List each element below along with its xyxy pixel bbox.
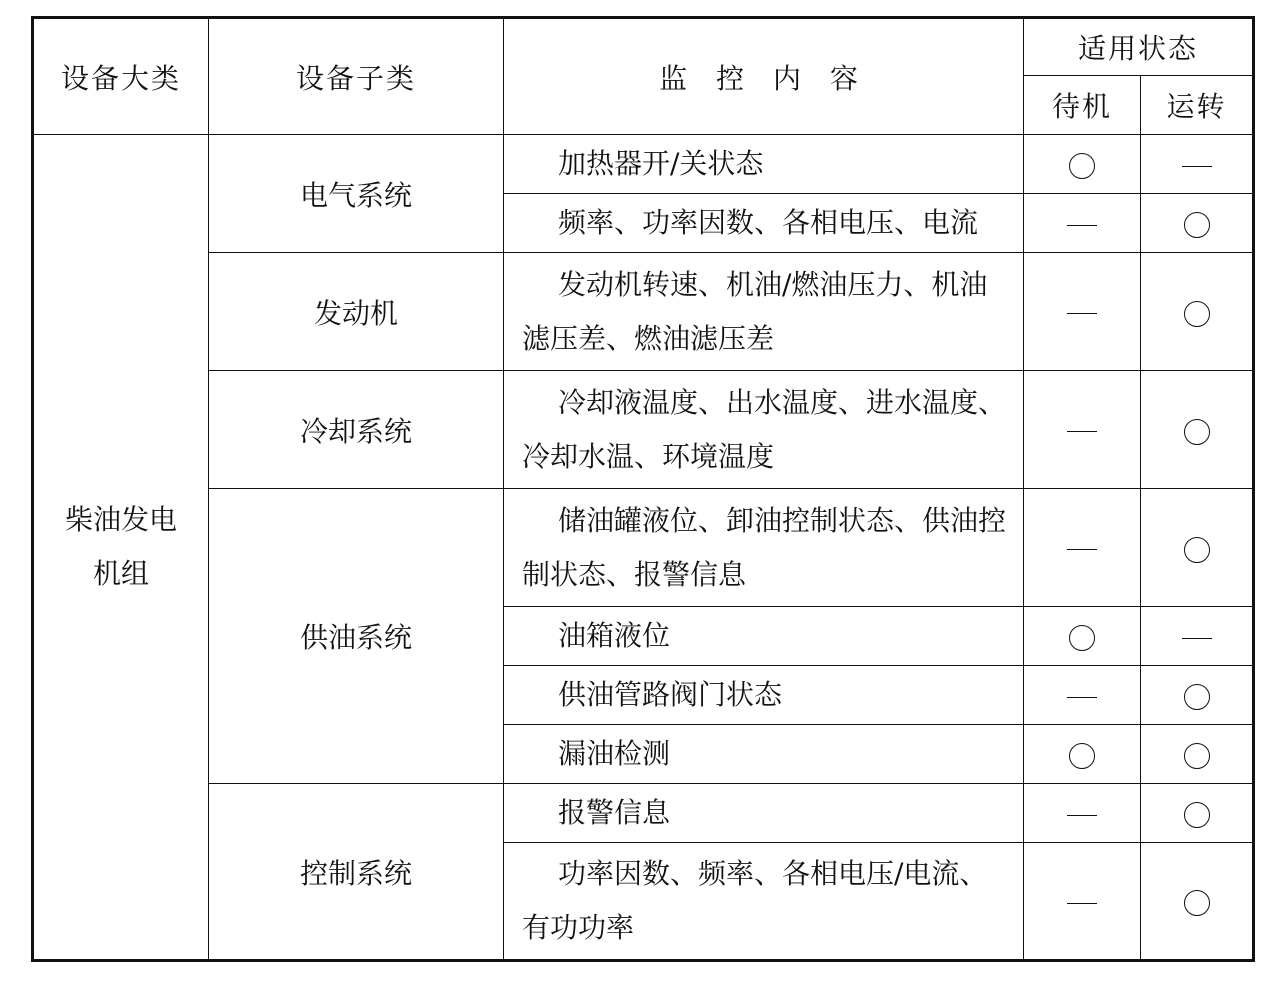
group-control: 控制系统: [209, 784, 504, 961]
standby-cell: [1024, 135, 1141, 194]
standby-cell: [1024, 666, 1141, 725]
content-text: 功率因数、频率、各相电压/电流、有功功率: [522, 857, 988, 944]
standby-cell: [1024, 194, 1141, 253]
dash-mark-icon: [1182, 638, 1212, 639]
category-cell: [33, 135, 209, 961]
running-cell: [1141, 194, 1254, 253]
dash-mark-icon: [1067, 431, 1097, 432]
content-cell: [504, 135, 1024, 194]
content-text: 储油罐液位、卸油控制状态、供油控制状态、报警信息: [522, 503, 1007, 591]
header-category: 设备大类: [33, 18, 209, 135]
group-fuel-supply: 供油系统: [209, 489, 504, 784]
circle-mark-icon: [1184, 301, 1210, 327]
running-cell: [1141, 784, 1254, 843]
header-running: 运转: [1141, 76, 1254, 135]
running-cell: [1141, 725, 1254, 784]
running-cell: [1141, 253, 1254, 371]
content-text: 报警信息: [558, 796, 671, 829]
category-line1: 柴油发电: [64, 503, 177, 536]
circle-mark-icon: [1069, 625, 1095, 651]
content-cell: [504, 725, 1024, 784]
dash-mark-icon: [1067, 697, 1097, 698]
content-cell: [504, 253, 1024, 371]
header-status: 适用状态: [1024, 18, 1254, 76]
content-cell: [504, 371, 1024, 489]
content-cell: [504, 784, 1024, 843]
content-text: 供油管路阀门状态: [558, 678, 783, 711]
standby-cell: [1024, 784, 1141, 843]
category-line2: 机组: [92, 557, 149, 590]
circle-mark-icon: [1069, 153, 1095, 179]
content-text: 加热器开/关状态: [558, 147, 764, 180]
dash-mark-icon: [1067, 225, 1097, 226]
monitoring-table: [31, 16, 1255, 962]
circle-mark-icon: [1184, 890, 1210, 916]
dash-mark-icon: [1067, 549, 1097, 550]
content-text: 油箱液位: [558, 619, 671, 652]
running-cell: [1141, 489, 1254, 607]
header-monitoring: 监 控 内 容: [504, 18, 1024, 135]
running-cell: [1141, 135, 1254, 194]
content-text: 发动机转速、机油/燃油压力、机油滤压差、燃油滤压差: [522, 267, 988, 355]
circle-mark-icon: [1184, 743, 1210, 769]
standby-cell: [1024, 371, 1141, 489]
content-text: 频率、功率因数、各相电压、电流: [558, 206, 979, 239]
group-electrical: 电气系统: [209, 135, 504, 253]
content-cell: [504, 607, 1024, 666]
standby-cell: [1024, 725, 1141, 784]
circle-mark-icon: [1184, 212, 1210, 238]
circle-mark-icon: [1184, 419, 1210, 445]
header-standby: 待机: [1024, 76, 1141, 135]
content-cell: [504, 843, 1024, 961]
header-subcategory: 设备子类: [209, 18, 504, 135]
content-text: 冷却液温度、出水温度、进水温度、冷却水温、环境温度: [522, 385, 1007, 473]
standby-cell: [1024, 843, 1141, 961]
circle-mark-icon: [1069, 743, 1095, 769]
group-engine: 发动机: [209, 253, 504, 371]
circle-mark-icon: [1184, 537, 1210, 563]
dash-mark-icon: [1067, 313, 1097, 314]
dash-mark-icon: [1067, 815, 1097, 816]
standby-cell: [1024, 253, 1141, 371]
circle-mark-icon: [1184, 802, 1210, 828]
content-cell: [504, 666, 1024, 725]
standby-cell: [1024, 607, 1141, 666]
standby-cell: [1024, 489, 1141, 607]
running-cell: [1141, 666, 1254, 725]
group-cooling: 冷却系统: [209, 371, 504, 489]
dash-mark-icon: [1067, 903, 1097, 904]
content-cell: [504, 194, 1024, 253]
running-cell: [1141, 843, 1254, 961]
running-cell: [1141, 371, 1254, 489]
content-text: 漏油检测: [558, 737, 671, 770]
circle-mark-icon: [1184, 684, 1210, 710]
running-cell: [1141, 607, 1254, 666]
content-cell: [504, 489, 1024, 607]
dash-mark-icon: [1182, 166, 1212, 167]
